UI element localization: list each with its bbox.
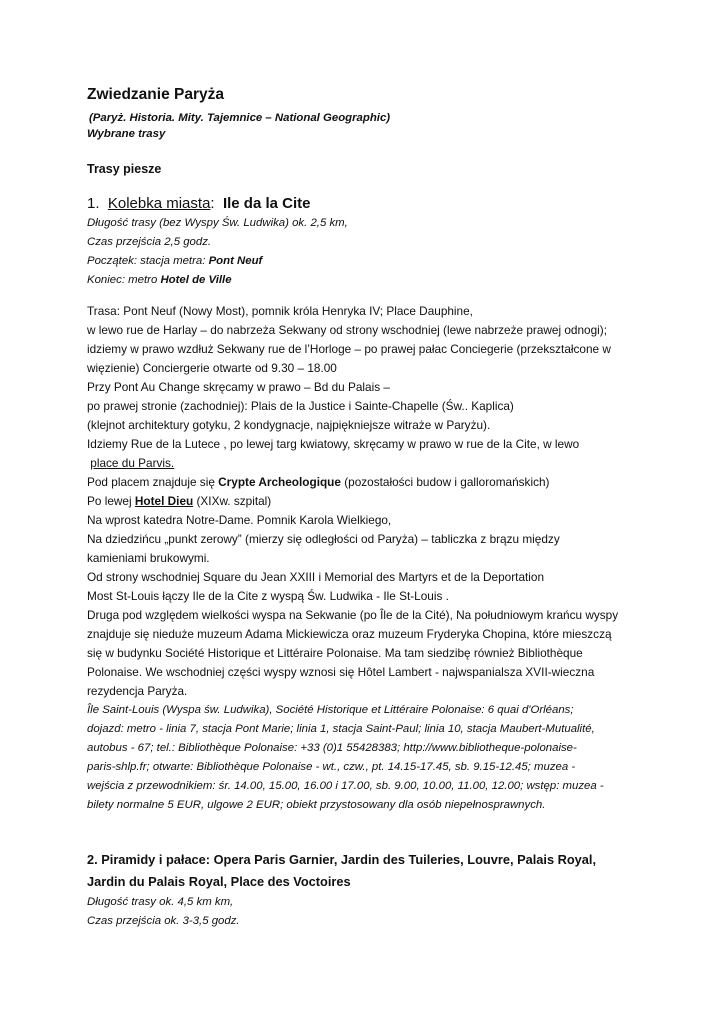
hotel-pre: Po lewej [87,494,135,508]
route2-time: Czas przejścia ok. 3-3,5 godz. [87,915,240,927]
route1-parvis-line [87,454,647,473]
place-du-parvis: place du Parvis. [90,456,175,470]
route1-place: Ile da la Cite [222,195,311,212]
hotel-post: (XIXw. szpital) [193,494,272,508]
route1-body-line: idziemy w prawo wzdłuż Sekwany rue de l’Horloge – po prawej pałac Conciegerie (przekształcone w [87,342,611,356]
hotel-dieu: Hotel Dieu [134,494,194,508]
route1-body-line: Trasa: Pont Neuf (Nowy Most), pomnik króla Henryka IV; Place Dauphine, [87,304,473,318]
route1-info-line: dojazd: metro - linia 7, stacja Pont Marie; linia 1, stacja Saint-Paul; linia 10, stacja Maubert-Mutualité, [87,723,595,735]
route1-body-line: Idziemy Rue de la Lutece , po lewej targ kwiatowy, skręcamy w prawo w rue de la Cite, w lewo [87,437,580,451]
route1-end [87,271,647,290]
route2-length: Długość trasy ok. 4,5 km km, [87,896,234,908]
route1-start [87,252,647,271]
route1-body2-line: kamieniami brukowymi. [87,551,210,565]
subtitle: (Paryż. Historia. Mity. Tajemnice – National Geographic) [89,112,391,124]
document-page [87,86,647,931]
route1-body-line: w lewo rue de Harlay – do nabrzeża Sekwany od strony wschodniej (lewe nabrzeże prawej odnogi); [87,323,607,337]
route1-body-line: po prawej stronie (zachodniej): Plais de la Justice i Sainte-Chapelle (Św.. Kaplica) [87,399,514,413]
route2-heading-line1: 2. Piramidy i pałace: Opera Paris Garnier, Jardin des Tuileries, Louvre, Palais Royal, [87,852,597,867]
subtitle-2: Wybrane trasy [87,128,166,140]
route1-hotel-line [87,492,647,511]
section-heading: Trasy piesze [87,162,162,176]
route1-time: Czas przejścia 2,5 godz. [87,236,212,248]
route1-body2-line: znajduje się nieduże muzeum Adama Mickiewicza oraz muzeum Fryderyka Chopina, które mieszczą [87,627,612,641]
route1-body-line: Przy Pont Au Change skręcamy w prawo – Bd du Palais – [87,380,390,394]
route1-body-line: (klejnot architektury gotyku, 2 kondygnacje, najpiękniejsze witraże w Paryżu). [87,418,491,432]
route1-body2-line: Na dziedzińcu „punkt zerowy” (mierzy się odległości od Paryża) – tabliczka z brązu między [87,532,560,546]
route1-info-line: bilety normalne 5 EUR, ulgowe 2 EUR; obiekt przystosowany dla osób niepełnosprawnych. [87,799,546,811]
crypte-post: (pozostałości budow i galloromańskich) [340,475,550,489]
route1-number: 1. [87,195,100,212]
route1-body2-line: rezydencja Paryża. [87,684,188,698]
route1-end-value: Hotel de Ville [160,274,232,286]
route1-body2-line: Most St-Louis łączy Ile de la Cite z wyspą Św. Ludwika - Ile St-Louis . [87,589,449,603]
route1-info-line: Île Saint-Louis (Wyspa św. Ludwika), Société Historique et Littéraire Polonaise: 6 quai d'Orléans; [87,704,574,716]
route1-body2-line: Druga pod względem wielkości wyspa na Sekwanie (po Île de la Cité), Na południowym krańcu wyspy [87,608,619,622]
route1-end-label: Koniec: metro [87,274,161,286]
route1-body-line: więzienie) Concierge​rie otwarte od 9.30 – 18.00 [87,361,337,375]
page-title: Zwiedzanie Paryża [87,86,224,103]
route1-body2-line: się w budynku Société Historique et Littéraire Polonaise. Ma tam siedzibę również Bibliothèque [87,646,583,660]
route2-heading [87,849,647,893]
crypte-pre: Pod placem znajduje się [87,475,219,489]
crypte-archeologique: Crypte Archeologique [218,475,341,489]
route1-heading [87,194,647,214]
route1-info-line: wejścia z przewodnikiem: śr. 14.00, 15.00, 16.00 i 17.00, sb. 9.00, 10.00, 11.00, 12.00; wstęp: muzea - [87,780,604,792]
route1-start-label: Początek: stacja metra: [87,255,209,267]
route1-body2-line: Od strony wschodniej Square du Jean XXIII i Memorial des Martyrs et de la Deportation [87,570,545,584]
route2-heading-line2: Jardin du Palais Royal, Place des Voctoires [87,874,351,889]
route1-crypte-line [87,473,647,492]
route1-body2-line: Na wprost katedra Notre-Dame. Pomnik Karola Wielkiego, [87,513,392,527]
route1-info-line: autobus - 67; tel.: Bibliothèque Polonaise: +33 (0)1 55428383; http://www.bibliotheque-polonaise- [87,742,577,754]
route1-length: Długość trasy (bez Wyspy Św. Ludwika) ok. 2,5 km, [87,217,348,229]
route1-start-value: Pont Neuf [208,255,263,267]
route1-body2-line: Polonaise. We wschodniej części wyspy wznosi się Hôtel Lambert - najwspanialsza XVII-wieczna [87,665,595,679]
route1-colon: : [210,195,215,212]
route1-name: Kolebka miasta [107,195,211,212]
route1-info-line: paris-shlp.fr; otwarte: Bibliothèque Polonaise - wt., czw., pt. 14.15-17.45, sb. 9.15-12.45; muzea - [87,761,576,773]
